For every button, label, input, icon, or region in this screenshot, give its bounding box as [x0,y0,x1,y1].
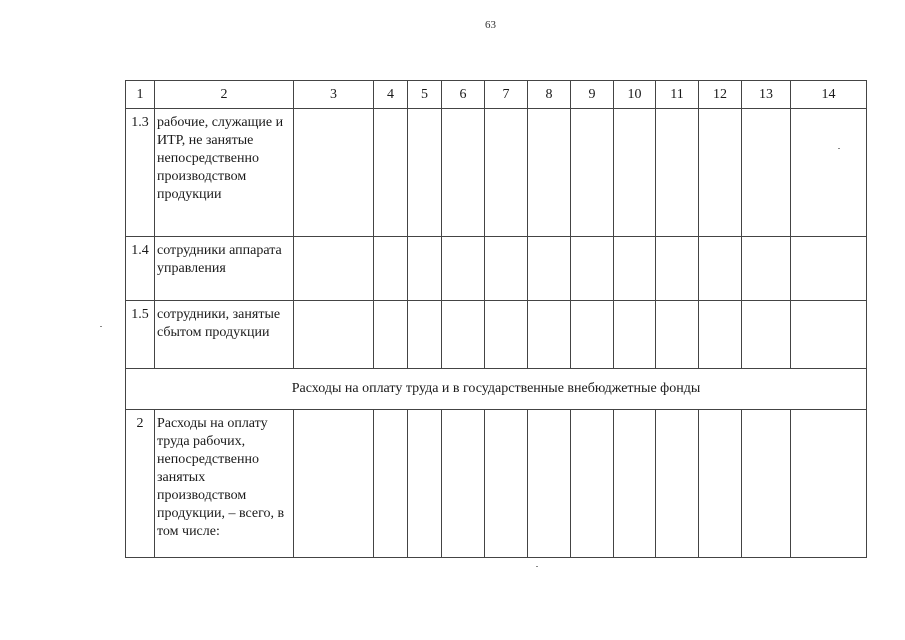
empty-cell [408,109,442,237]
header-cell: 3 [294,81,374,109]
header-cell: 4 [374,81,408,109]
empty-cell [485,109,528,237]
empty-cell [699,109,742,237]
empty-cell [374,237,408,301]
empty-cell [699,410,742,558]
empty-cell [442,410,485,558]
section-row [126,369,867,410]
empty-cell [742,109,791,237]
empty-cell [294,301,374,369]
empty-cell [485,301,528,369]
header-row [126,81,867,109]
empty-cell [374,301,408,369]
row-number: 1.3 [126,109,155,237]
empty-cell [294,237,374,301]
empty-cell [791,109,867,237]
empty-cell [442,301,485,369]
row-label: сотрудники, занятые сбытом продукции [155,301,294,369]
empty-cell [442,237,485,301]
row-label: сотрудники аппарата управления [155,237,294,301]
row-number: 1.4 [126,237,155,301]
empty-cell [374,109,408,237]
table-row [126,301,867,369]
empty-cell [528,301,571,369]
header-cell: 13 [742,81,791,109]
report-table [125,80,867,558]
header-cell: 7 [485,81,528,109]
empty-cell [374,410,408,558]
empty-cell [699,301,742,369]
header-cell: 14 [791,81,867,109]
empty-cell [614,109,656,237]
table-row [126,109,867,237]
empty-cell [656,237,699,301]
empty-cell [742,410,791,558]
header-cell: 1 [126,81,155,109]
table-row [126,410,867,558]
empty-cell [571,109,614,237]
empty-cell [656,410,699,558]
empty-cell [742,301,791,369]
empty-cell [485,237,528,301]
empty-cell [791,410,867,558]
empty-cell [442,109,485,237]
header-cell: 10 [614,81,656,109]
empty-cell [528,237,571,301]
table-row [126,237,867,301]
row-label: Расходы на оплату труда рабочих, непосредственно занятых производством продукции, – всего, в том числе: [155,410,294,558]
scan-speck [100,326,102,327]
empty-cell [614,237,656,301]
empty-cell [742,237,791,301]
row-number: 2 [126,410,155,558]
scan-speck [536,566,538,567]
empty-cell [571,410,614,558]
header-cell: 11 [656,81,699,109]
empty-cell [699,237,742,301]
row-number: 1.5 [126,301,155,369]
empty-cell [791,237,867,301]
empty-cell [614,410,656,558]
header-cell: 8 [528,81,571,109]
empty-cell [408,410,442,558]
empty-cell [294,410,374,558]
empty-cell [528,410,571,558]
empty-cell [571,301,614,369]
section-title: Расходы на оплату труда и в государственные внебюджетные фонды [126,369,867,410]
empty-cell [485,410,528,558]
empty-cell [528,109,571,237]
header-cell: 12 [699,81,742,109]
empty-cell [408,237,442,301]
empty-cell [614,301,656,369]
empty-cell [656,109,699,237]
page-number: 63 [485,19,496,31]
empty-cell [791,301,867,369]
empty-cell [656,301,699,369]
scan-speck [838,148,840,149]
empty-cell [294,109,374,237]
row-label: рабочие, служащие и ИТР, не занятые непосредственно производством продукции [155,109,294,237]
header-cell: 5 [408,81,442,109]
empty-cell [408,301,442,369]
empty-cell [571,237,614,301]
header-cell: 9 [571,81,614,109]
header-cell: 6 [442,81,485,109]
header-cell: 2 [155,81,294,109]
